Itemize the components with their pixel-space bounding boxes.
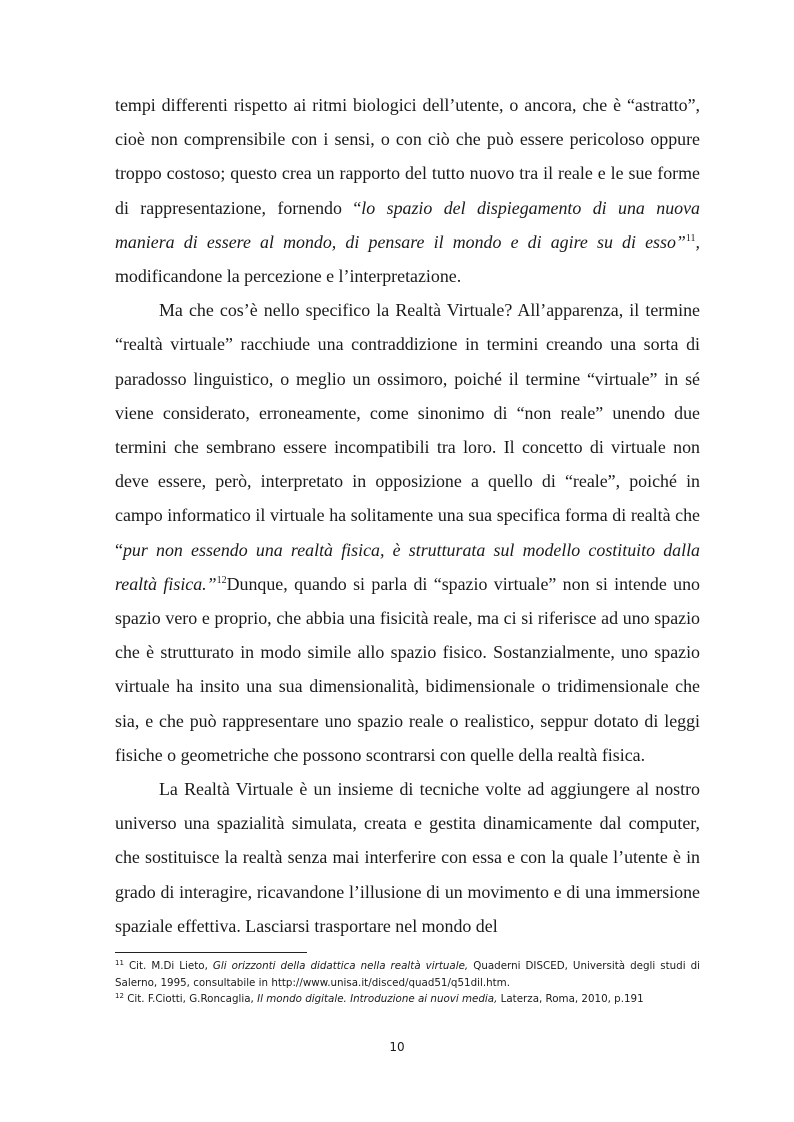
page-number: 10 xyxy=(389,1040,405,1054)
paragraph-2: Ma che cos’è nello specifico la Realtà Virtuale? All’apparenza, il termine “realtà virtuale” racchiude una contraddizione in termini creando una sorta di paradosso linguistico, o meglio un ossimoro, poiché il termine “virtuale” in sé viene considerato, erroneamente, come sinonimo di “non reale” unendo due termini che sembrano essere incompatibili tra loro. Il concetto di virtuale non deve essere, però, interpretato in opposizione a quello di “reale”, poiché in campo informatico il virtuale ha solitamente una sua specifica forma di realtà che “pur non essendo una realtà fisica, è strutturata sul modello costituito dalla realtà fisica.”$^{12}$Dunque, quando si parla di “spazio virtuale” non si intende uno spazio vero e proprio, che abbia una fisicità reale, ma ci si riferisce ad uno spazio che è strutturato in modo simile allo spazio fisico. Sostanzialmente, uno spazio virtuale ha insito una sua dimensionalità, bidimensionale o tridimensionale che sia, e che può rappresentare uno spazio reale o realistico, seppur dotato di leggi fisiche o geometriche che possono scontrarsi con quelle della realtà fisica. xyxy=(115,300,700,765)
footnote-ref-11: 11 xyxy=(685,232,696,244)
footnote-ref-12: 12 xyxy=(216,574,227,586)
footnotes xyxy=(115,958,700,1008)
paragraph-3: La Realtà Virtuale è un insieme di tecniche volte ad aggiungere al nostro universo una spazialità simulata, creata e gestita dinamicamente dal computer, che sostituisce la realtà senza mai interferire con essa e con la quale l’utente è in grado di interagire, ricavandone l’illusione di un movimento e di una immersione spaziale effettiva. Lasciarsi trasportare nel mondo del xyxy=(115,779,700,936)
body-text xyxy=(115,88,700,943)
footnote-11: $^{11}$ Cit. M.Di Lieto, Gli orizzonti della didattica nella realtà virtuale, Quaderni DISCED, Università degli studi di Salerno, 1995, consultabile in http://www.unisa.it/disced/quad51/q51dil.htm. xyxy=(115,959,700,989)
quotation: lo spazio del dispiegamento di una nuova maniera di essere al mondo, di pensare il mondo e di agire su di esso” xyxy=(115,197,700,252)
footnote-divider xyxy=(115,952,307,953)
paragraph-1: tempi differenti rispetto ai ritmi biologici dell’utente, o ancora, che è “astratto”, cioè non comprensibile con i sensi, o con ciò che può essere pericoloso oppure troppo costoso; questo crea un rapporto del tutto nuovo tra il reale e le sue forme di rappresentazione, fornendo “lo spazio del dispiegamento di una nuova maniera di essere al mondo, di pensare il mondo e di agire su di esso”$^{11}$, modificandone la percezione e l’interpretazione. xyxy=(115,95,700,287)
quotation: pur non essendo una realtà fisica, è strutturata sul modello costituito dalla realtà fisica.” xyxy=(115,539,700,594)
footnote-12: $^{12}$ Cit. F.Ciotti, G.Roncaglia, Il mondo digitale. Introduzione ai nuovi media, Laterza, Roma, 2010, p.191 xyxy=(115,992,644,1005)
